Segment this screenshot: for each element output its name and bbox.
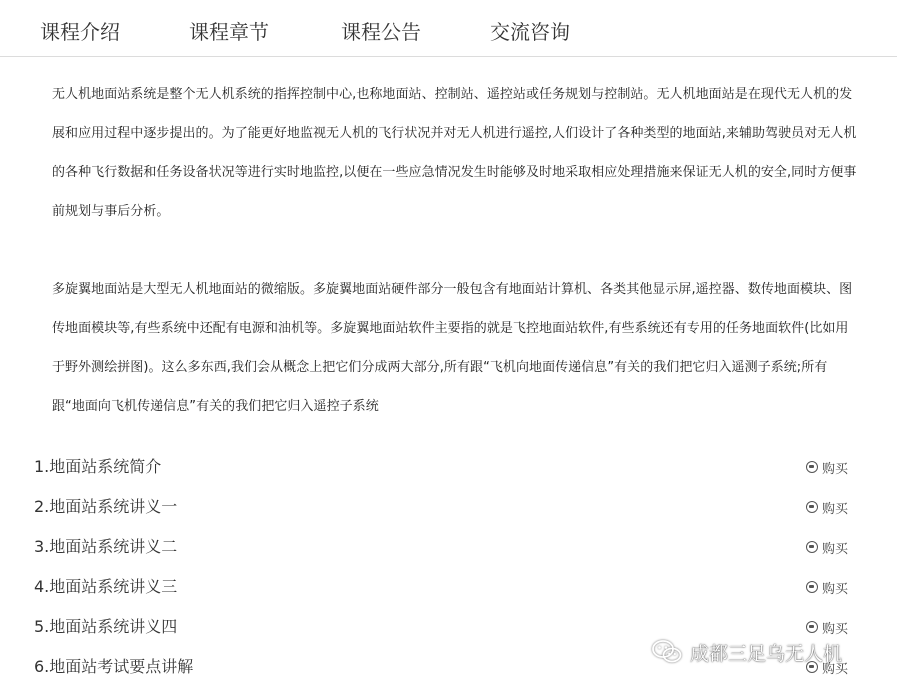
course-tab-bar <box>0 0 897 57</box>
intro-paragraph: 多旋翼地面站是大型无人机地面站的微缩版。多旋翼地面站硬件部分一般包含有地面站计算机、各类其他显示屏,遥控器、数传地面模块、图传地面模块等,有些系统中还配有电源和油机等。多旋翼地面站软件主要指的就是飞控地面站软件,有些系统还有专用的任务地面软件(比如用于野外测绘拼图)。这么多东西,我们会从概念上把它们分成两大部分,所有跟“飞机向地面传递信息”有关的我们把它归入遥测子系统;所有跟“地面向飞机传递信息”有关的我们把它归入遥控子系统 <box>52 282 853 414</box>
cart-icon <box>806 621 818 633</box>
buy-label: 购买 <box>821 661 848 677</box>
chapter-title[interactable]: 6.地面站考试要点讲解 <box>34 657 194 676</box>
chapter-row <box>34 567 854 607</box>
chapter-title[interactable]: 1.地面站系统简介 <box>34 457 162 476</box>
buy-button[interactable] <box>806 497 848 517</box>
buy-button[interactable] <box>806 577 848 597</box>
chapter-row <box>34 487 854 527</box>
wechat-icon <box>652 639 682 665</box>
chapter-title[interactable]: 2.地面站系统讲义一 <box>34 497 178 516</box>
watermark-text: 成都三足乌无人机 <box>690 642 843 665</box>
tab-consultation[interactable]: 交流咨询 <box>490 20 570 44</box>
cart-icon <box>806 461 818 473</box>
chapter-row <box>34 447 854 487</box>
buy-label: 购买 <box>821 541 848 557</box>
buy-label: 购买 <box>821 581 848 597</box>
chapter-title[interactable]: 3.地面站系统讲义二 <box>34 537 178 556</box>
cart-icon <box>806 501 818 513</box>
cart-icon <box>806 581 818 593</box>
watermark <box>652 636 842 668</box>
buy-button[interactable] <box>806 617 848 637</box>
cart-icon <box>806 541 818 553</box>
tab-course-chapters[interactable]: 课程章节 <box>189 20 269 44</box>
buy-label: 购买 <box>821 501 848 517</box>
buy-button[interactable] <box>806 537 848 557</box>
course-intro <box>52 75 858 426</box>
chapter-title[interactable]: 5.地面站系统讲义四 <box>34 617 178 636</box>
buy-label: 购买 <box>821 461 848 477</box>
tab-course-intro[interactable]: 课程介绍 <box>40 20 120 44</box>
intro-paragraph: 无人机地面站系统是整个无人机系统的指挥控制中心,也称地面站、控制站、遥控站或任务规划与控制站。无人机地面站是在现代无人机的发展和应用过程中逐步提出的。为了能更好地监视无人机的飞行状况并对无人机进行遥控,人们设计了各种类型的地面站,来辅助驾驶员对无人机的各种飞行数据和任务设备状况等进行实时地监控,以便在一些应急情况发生时能够及时地采取相应处理措施来保证无人机的安全,同时方便事前规划与事后分析。 <box>52 87 857 219</box>
buy-label: 购买 <box>821 621 848 637</box>
chapter-title[interactable]: 4.地面站系统讲义三 <box>34 577 178 596</box>
buy-button[interactable] <box>806 457 848 477</box>
chapter-row <box>34 527 854 567</box>
tab-course-announcements[interactable]: 课程公告 <box>341 20 421 44</box>
